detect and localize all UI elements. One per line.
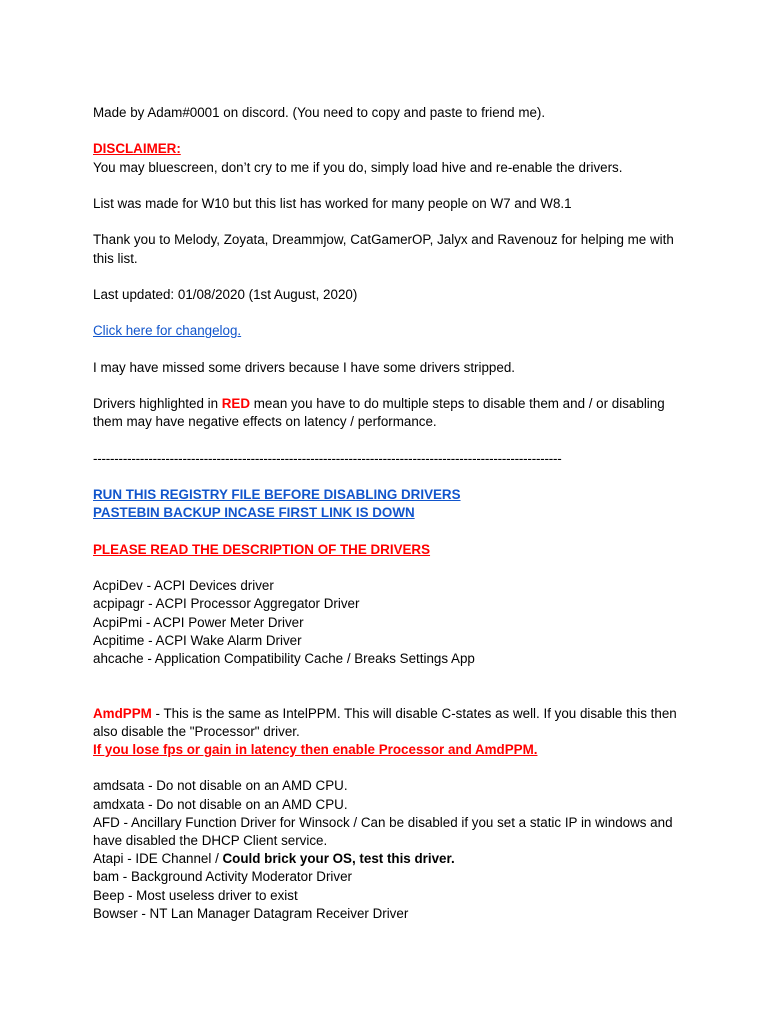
spacer (93, 432, 683, 450)
driver-item-amdxata: amdxata - Do not disable on an AMD CPU. (93, 796, 348, 812)
driver-item-bowser: Bowser - NT Lan Manager Datagram Receiver Driver (93, 905, 409, 921)
driver-item-ahcache: ahcache - Application Compatibility Cache / Breaks Settings App (93, 650, 475, 666)
driver-item-beep: Beep - Most useless driver to exist (93, 887, 298, 903)
highlight-suffix: mean you have to do multiple steps to disable them and / or disabling them may have negative effects on latency / performance. (93, 396, 665, 430)
spacer (93, 268, 683, 286)
highlight-prefix: Drivers highlighted in (93, 396, 222, 412)
spacer (93, 213, 683, 231)
changelog-link[interactable]: Click here for changelog. (93, 323, 242, 339)
driver-item-amdsata: amdsata - Do not disable on an AMD CPU. (93, 778, 348, 794)
document-body (93, 104, 683, 923)
spacer (93, 559, 683, 577)
spacer (93, 759, 683, 777)
made-by-line: Made by Adam#0001 on discord. (You need to copy and paste to friend me). (93, 105, 546, 120)
spacer (93, 468, 683, 486)
os-note: List was made for W10 but this list has worked for many people on W7 and W8.1 (93, 195, 572, 211)
driver-item-afd: AFD - Ancillary Function Driver for Winsock / Can be disabled if you set a static IP in windows and have disabled the DHCP Client service. (93, 814, 673, 848)
driver-item-acpidev: AcpiDev - ACPI Devices driver (93, 578, 274, 594)
atapi-warning: Could brick your OS, test this driver. (222, 851, 455, 867)
thanks-paragraph: Thank you to Melody, Zoyata, Dreammjow, CatGamerOP, Jalyx and Ravenouz for helping me with this list. (93, 232, 674, 266)
separator-line: -------------------------------------------------------------------------------------------------------------- (93, 450, 562, 466)
amdppm-description: - This is the same as IntelPPM. This will disable C-states as well. If you disable this then also disable the "Processor" driver. (93, 705, 677, 739)
driver-item-amdppm (93, 705, 683, 741)
disclaimer-text: You may bluescreen, don’t cry to me if you do, simply load hive and re-enable the drivers. (93, 159, 623, 175)
spacer (93, 341, 683, 359)
amdppm-name: AmdPPM (93, 705, 152, 721)
spacer (93, 177, 683, 195)
amdppm-warning: If you lose fps or gain in latency then enable Processor and AmdPPM. (93, 741, 538, 757)
pastebin-backup-link[interactable]: PASTEBIN BACKUP INCASE FIRST LINK IS DOWN (93, 505, 415, 521)
spacer (93, 122, 683, 140)
spacer (93, 304, 683, 322)
spacer (93, 523, 683, 541)
missed-drivers-note: I may have missed some drivers because I have some drivers stripped. (93, 359, 515, 375)
highlight-note (93, 395, 683, 431)
driver-item-atapi (93, 850, 683, 868)
read-description-heading: PLEASE READ THE DESCRIPTION OF THE DRIVERS (93, 541, 431, 557)
highlight-red-word: RED (221, 396, 251, 412)
atapi-prefix: Atapi - IDE Channel / (93, 851, 223, 867)
spacer (93, 668, 683, 704)
registry-file-link[interactable]: RUN THIS REGISTRY FILE BEFORE DISABLING DRIVERS (93, 487, 461, 503)
driver-item-acpitime: Acpitime - ACPI Wake Alarm Driver (93, 632, 302, 648)
driver-item-bam: bam - Background Activity Moderator Driver (93, 869, 352, 885)
driver-item-acpipmi: AcpiPmi - ACPI Power Meter Driver (93, 614, 304, 630)
driver-item-acpipagr: acpipagr - ACPI Processor Aggregator Driver (93, 596, 360, 612)
spacer (93, 377, 683, 395)
last-updated: Last updated: 01/08/2020 (1st August, 2020) (93, 286, 358, 302)
disclaimer-heading: DISCLAIMER: (93, 141, 181, 157)
